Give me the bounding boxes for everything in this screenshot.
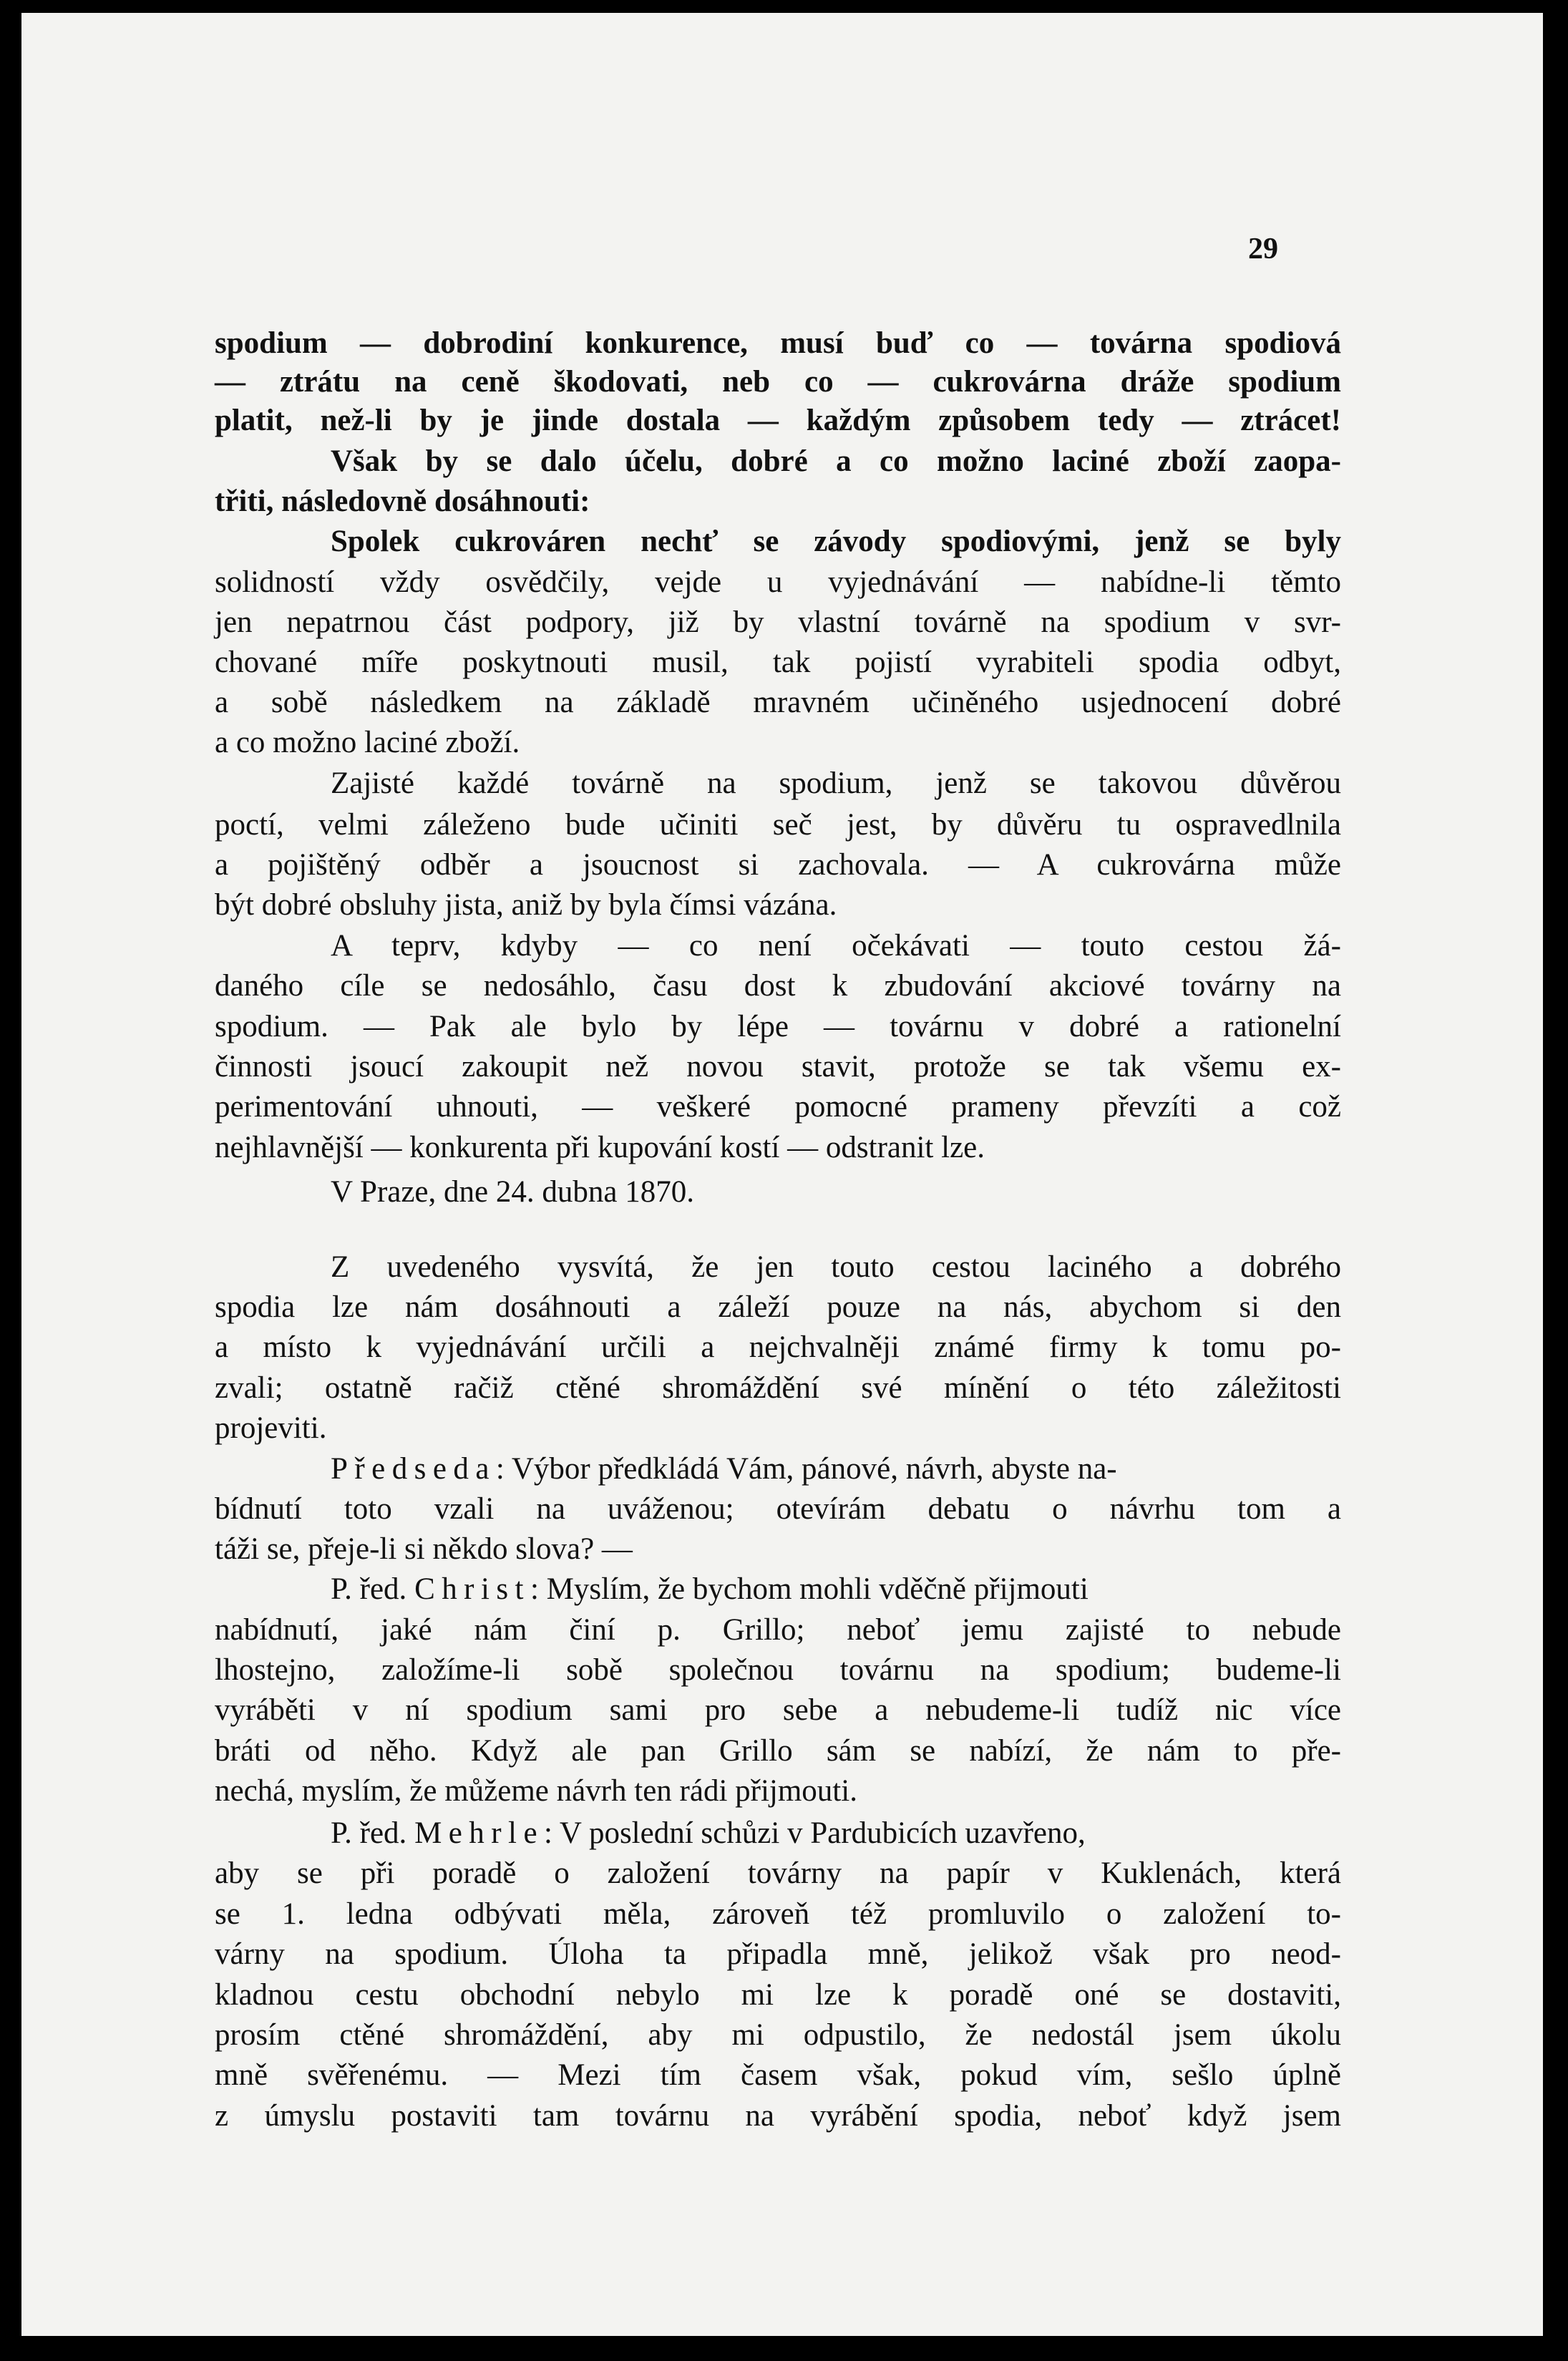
text-line: činnosti jsoucí zakoupit než novou stavit, protože se tak všemu ex- <box>215 1050 1341 1084</box>
text-line: spodium — dobrodiní konkurence, musí buď co — továrna spodiová <box>215 326 1341 360</box>
text-line: solidností vždy osvědčily, vejde u vyjednávání — nabídne-li těmto <box>215 565 1341 599</box>
text-line: V Praze, dne 24. dubna 1870. <box>331 1175 694 1209</box>
text-line: A teprv, kdyby — co není očekávati — touto cestou žá- <box>331 929 1341 963</box>
text-line: Z uvedeného vysvítá, že jen touto cestou laciného a dobrého <box>331 1250 1341 1284</box>
line-text: : Myslím, že bychom mohli vděčně přijmouti <box>530 1572 1089 1606</box>
text-line: prosím ctěné shromáždění, aby mi odpustilo, že nedostál jsem úkolu <box>215 2018 1341 2052</box>
speaker-name: Christ <box>414 1572 530 1606</box>
text-line: a pojištěný odběr a jsoucnost si zachovala. — A cukrovárna může <box>215 848 1341 882</box>
text-line: mně svěřenému. — Mezi tím časem však, pokud vím, sešlo úplně <box>215 2058 1341 2092</box>
text-line: se 1. ledna odbývati měla, zároveň též promluvilo o založení to- <box>215 1897 1341 1931</box>
text-line: aby se při poradě o založení továrny na papír v Kuklenách, která <box>215 1856 1341 1890</box>
text-line: projeviti. <box>215 1411 327 1445</box>
text-line: lhostejno, založíme-li sobě společnou továrnu na spodium; budeme-li <box>215 1653 1341 1687</box>
book-page <box>21 13 1543 2336</box>
text-line: a místo k vyjednávání určili a nejchvalněji známé firmy k tomu po- <box>215 1330 1341 1364</box>
text-line: z úmyslu postaviti tam továrnu na vyrábění spodia, neboť když jsem <box>215 2099 1341 2133</box>
page-number: 29 <box>1248 233 1278 266</box>
text-line: zvali; ostatně račiž ctěné shromáždění své mínění o této záležitosti <box>215 1371 1341 1405</box>
text-line: a co možno laciné zboží. <box>215 726 520 759</box>
text-line: třiti, následovně dosáhnouti: <box>215 485 590 518</box>
text-line: chované míře poskytnouti musil, tak pojistí vyrabiteli spodia odbyt, <box>215 646 1341 679</box>
text-line: platit, než-li by je jinde dostala — každým způsobem tedy — ztrácet! <box>215 404 1341 437</box>
text-line: várny na spodium. Úloha ta připadla mně, jelikož však pro neod- <box>215 1937 1341 1971</box>
speaker-name: Předseda <box>331 1452 496 1486</box>
speaker-name: Mehrle <box>414 1816 544 1850</box>
text-line: Spolek cukrováren nechť se závody spodiovými, jenž se byly <box>331 525 1341 558</box>
text-line: — ztrátu na ceně škodovati, neb co — cukrovárna dráže spodium <box>215 365 1341 399</box>
text-line: Však by se dalo účelu, dobré a co možno laciné zboží zaopa- <box>331 444 1341 478</box>
text-line: poctí, velmi záleženo bude učiniti seč jest, by důvěru tu ospravedlnila <box>215 808 1341 842</box>
text-line: perimentování uhnouti, — veškeré pomocné prameny převzíti a což <box>215 1090 1341 1124</box>
text-line: nechá, myslím, že můžeme návrh ten rádi přijmouti. <box>215 1774 857 1808</box>
text-line: bídnutí toto vzali na uváženou; otevírám debatu o návrhu tom a <box>215 1492 1341 1526</box>
speaker-line <box>331 1812 1341 1855</box>
text-line: vyráběti v ní spodium sami pro sebe a nebudeme-li tudíž nic více <box>215 1693 1341 1727</box>
text-line: kladnou cestu obchodní nebylo mi lze k poradě oné se dostaviti, <box>215 1978 1341 2012</box>
text-line: jen nepatrnou část podpory, již by vlastní továrně na spodium v svr- <box>215 605 1341 639</box>
text-line: bráti od něho. Když ale pan Grillo sám se nabízí, že nám to pře- <box>215 1734 1341 1768</box>
line-text: : Výbor předkládá Vám, pánové, návrh, abyste na- <box>495 1452 1117 1486</box>
text-line: a sobě následkem na základě mravném učiněného usjednocení dobré <box>215 686 1341 719</box>
text-line: spodium. — Pak ale bylo by lépe — továrnu v dobré a rationelní <box>215 1010 1341 1043</box>
text-line: táži se, přeje-li si někdo slova? — <box>215 1532 633 1566</box>
speaker-line <box>331 1568 1341 1611</box>
text-line: být dobré obsluhy jista, aniž by byla čímsi vázána. <box>215 888 837 922</box>
text-line: daného cíle se nedosáhlo, času dost k zbudování akciové továrny na <box>215 969 1341 1003</box>
text-line: Zajisté každé továrně na spodium, jenž se takovou důvěrou <box>331 766 1341 800</box>
speaker-prefix: P. řed. <box>331 1816 415 1850</box>
line-text: : V poslední schůzi v Pardubicích uzavřeno, <box>544 1816 1086 1850</box>
text-line: spodia lze nám dosáhnouti a záleží pouze na nás, abychom si den <box>215 1290 1341 1324</box>
speaker-prefix: P. řed. <box>331 1572 415 1606</box>
speaker-line <box>331 1448 1341 1491</box>
text-line: nejhlavnější — konkurenta při kupování kostí — odstranit lze. <box>215 1131 985 1164</box>
text-line: nabídnutí, jaké nám činí p. Grillo; neboť jemu zajisté to nebude <box>215 1613 1341 1647</box>
